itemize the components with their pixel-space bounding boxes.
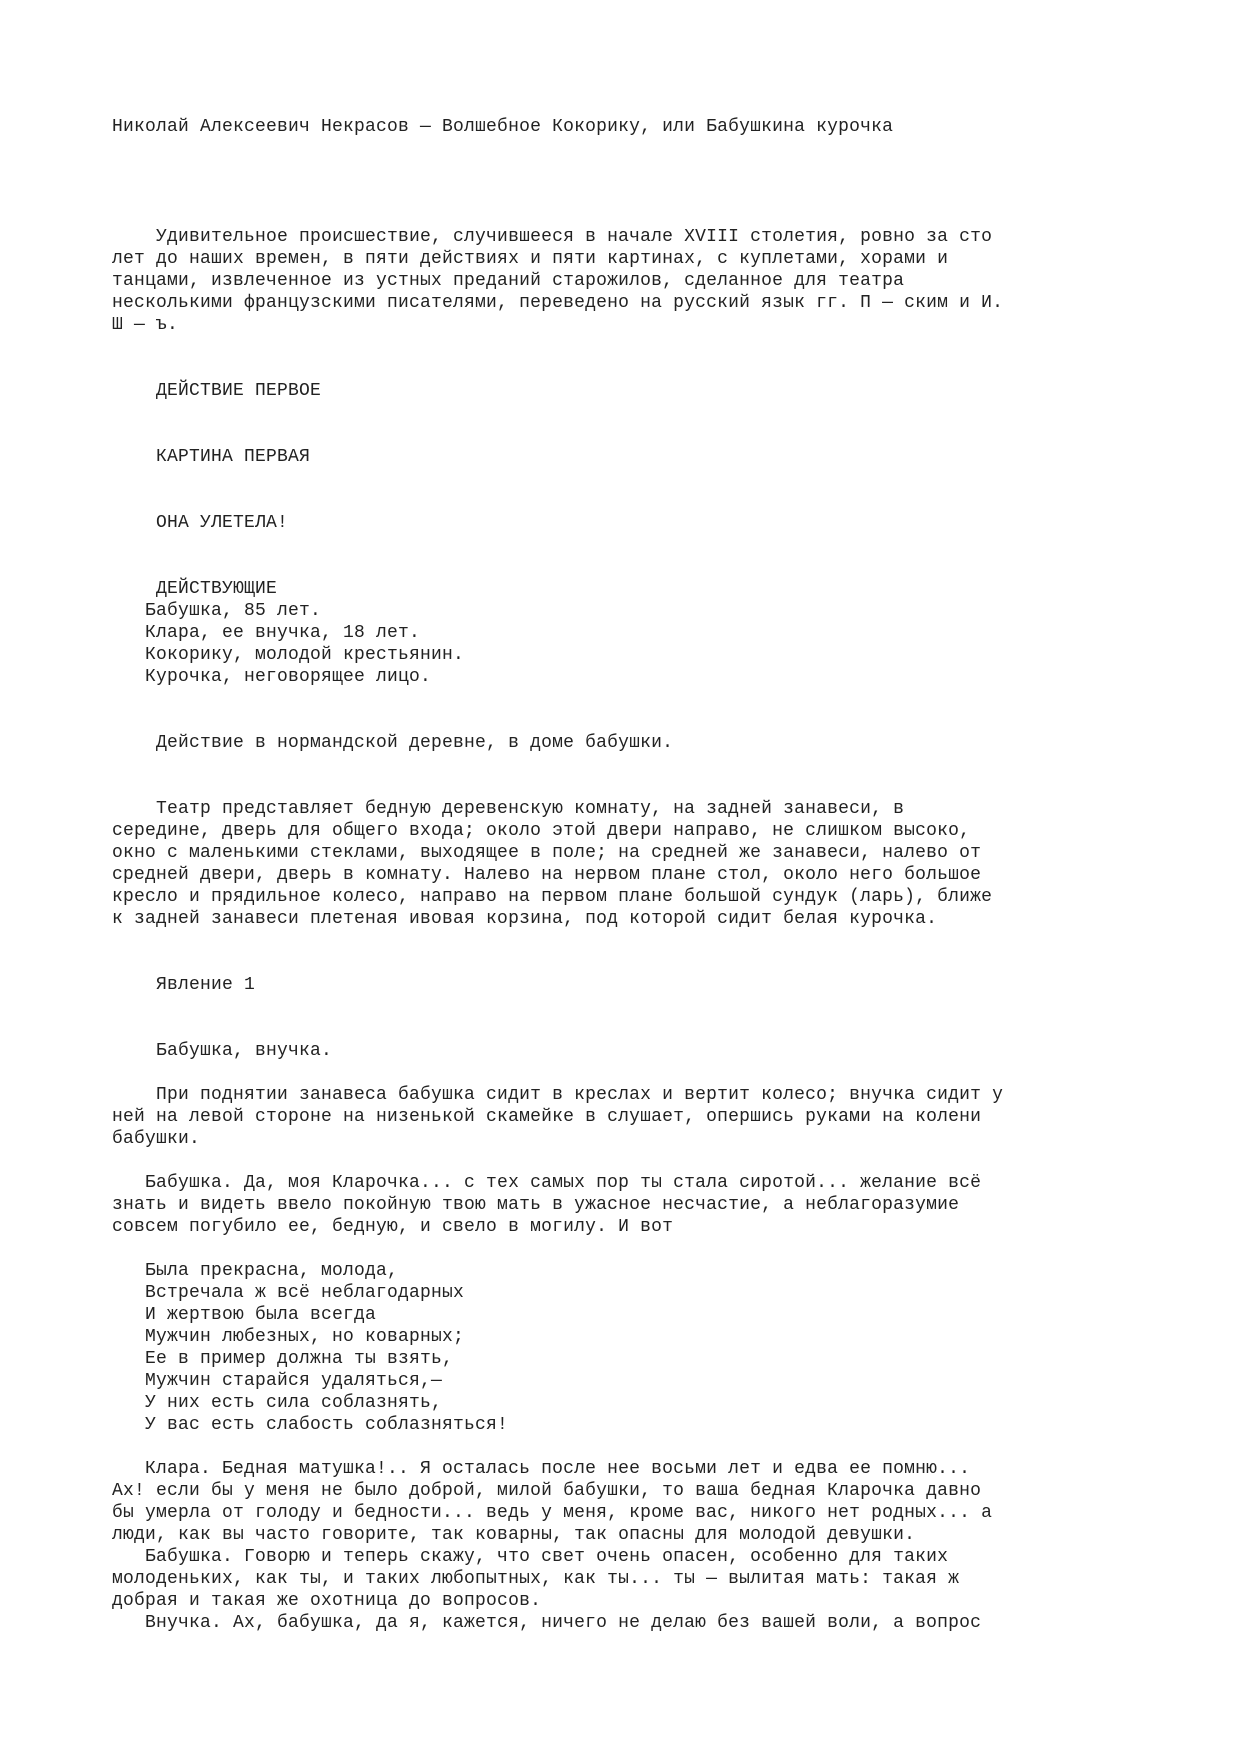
document-title: Николай Алексеевич Некрасов — Волшебное Кокорику, или Бабушкина курочка — [112, 117, 894, 137]
stage-direction-line: к задней занавеси плетеная ивовая корзина, под которой сидит белая курочка. — [112, 909, 938, 929]
dialogue-line: совсем погубило ее, бедную, и свело в могилу. И вот — [112, 1217, 674, 1237]
act-heading: ДЕЙСТВИЕ ПЕРВОЕ — [112, 381, 322, 401]
verse-line: Мужчин старайся удаляться,— — [112, 1371, 443, 1391]
dialogue-line: знать и видеть ввело покойную твою мать в ужасное несчастие, а неблагоразумие — [112, 1195, 960, 1215]
verse-line: У них есть сила соблазнять, — [112, 1393, 443, 1413]
verse-line: Мужчин любезных, но коварных; — [112, 1327, 465, 1347]
dialogue-line: люди, как вы часто говорите, так коварны, так опасны для молодой девушки. — [112, 1525, 916, 1545]
verse-line: Была прекрасна, молода, — [112, 1261, 399, 1281]
appearance-characters: Бабушка, внучка. — [112, 1041, 333, 1061]
dialogue-line: Клара. Бедная матушка!.. Я осталась после нее восьми лет и едва ее помню... — [112, 1459, 971, 1479]
dialogue-line: Ах! если бы у меня не было доброй, милой бабушки, то ваша бедная Кларочка давно — [112, 1481, 982, 1501]
verse-line: Встречала ж всё неблагодарных — [112, 1283, 465, 1303]
scene-heading: КАРТИНА ПЕРВАЯ — [112, 447, 311, 467]
stage-direction-line: ней на левой стороне на низенькой скамейке в слушает, опершись руками на колени — [112, 1107, 982, 1127]
scene-title: ОНА УЛЕТЕЛА! — [112, 513, 289, 533]
stage-direction-line: кресло и прядильное колесо, направо на первом плане большой сундук (ларь), ближе — [112, 887, 993, 907]
stage-direction-line: При поднятии занавеса бабушка сидит в креслах и вертит колесо; внучка сидит у — [112, 1085, 1004, 1105]
character-entry: Кокорику, молодой крестьянин. — [112, 645, 465, 665]
character-entry: Бабушка, 85 лет. — [112, 601, 322, 621]
dialogue-line: добрая и такая же охотница до вопросов. — [112, 1591, 542, 1611]
verse-line: И жертвою была всегда — [112, 1305, 377, 1325]
stage-direction-line: середине, дверь для общего входа; около этой двери направо, не слишком высоко, — [112, 821, 971, 841]
stage-direction-line: Театр представляет бедную деревенскую комнату, на задней занавеси, в — [112, 799, 905, 819]
dialogue-line: бы умерла от голоду и бедности... ведь у меня, кроме вас, никого нет родных... а — [112, 1503, 993, 1523]
appearance-heading: Явление 1 — [112, 975, 256, 995]
character-entry: Курочка, неговорящее лицо. — [112, 667, 432, 687]
stage-direction-line: окно с маленькими стеклами, выходящее в поле; на средней же занавеси, налево от — [112, 843, 982, 863]
verse-line: Ее в пример должна ты взять, — [112, 1349, 454, 1369]
dialogue-line: Бабушка. Да, моя Кларочка... с тех самых пор ты стала сиротой... желание всё — [112, 1173, 982, 1193]
subtitle-line: танцами, извлеченное из устных преданий старожилов, сделанное для театра — [112, 271, 905, 291]
stage-direction-line: средней двери, дверь в комнату. Налево на нервом плане стол, около него большое — [112, 865, 982, 885]
subtitle-line: лет до наших времен, в пяти действиях и пяти картинах, с куплетами, хорами и — [112, 249, 949, 269]
subtitle-line: Ш — ъ. — [112, 315, 179, 335]
dialogue-line: Бабушка. Говорю и теперь скажу, что свет очень опасен, особенно для таких — [112, 1547, 949, 1567]
stage-direction-line: бабушки. — [112, 1129, 201, 1149]
dialogue-line: молоденьких, как ты, и таких любопытных, как ты... ты — вылитая мать: такая ж — [112, 1569, 960, 1589]
dialogue-line: Внучка. Ах, бабушка, да я, кажется, ничего не делаю без вашей воли, а вопрос — [112, 1613, 982, 1633]
subtitle-line: Удивительное происшествие, случившееся в начале XVIII столетия, ровно за сто — [112, 227, 993, 247]
setting-line: Действие в нормандской деревне, в доме бабушки. — [112, 733, 674, 753]
verse-line: У вас есть слабость соблазняться! — [112, 1415, 509, 1435]
subtitle-line: несколькими французскими писателями, переведено на русский язык гг. П — ским и И. — [112, 293, 1004, 313]
characters-heading: ДЕЙСТВУЮЩИЕ — [112, 579, 278, 599]
character-entry: Клара, ее внучка, 18 лет. — [112, 623, 421, 643]
